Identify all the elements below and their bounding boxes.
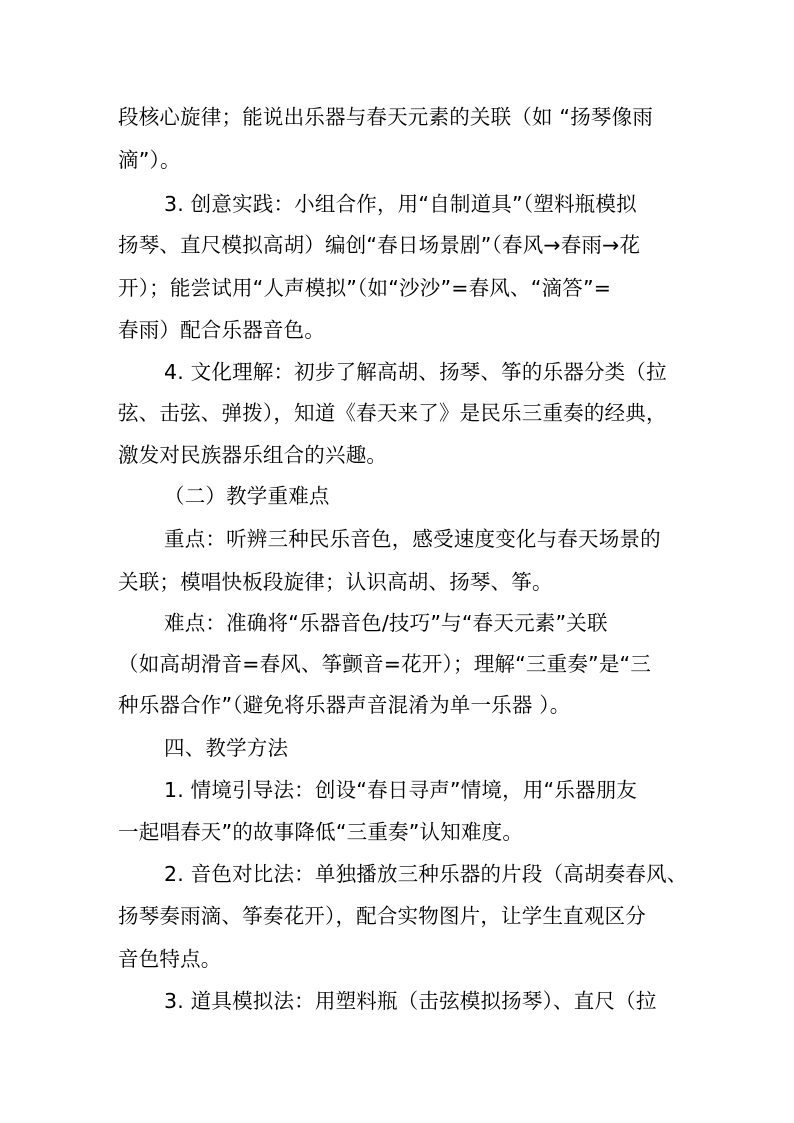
text-line: 3. 道具模拟法：用塑料瓶（击弦模拟扬琴）、直尺（拉 (164, 989, 657, 1013)
text-line: 种乐器合作”（避免将乐器声音混淆为单一乐器 ）。 (118, 693, 571, 717)
text-line: 重点：听辨三种民乐音色，感受速度变化与春天场景的 (164, 527, 661, 551)
text-line: 弦、击弦、弹拨），知道《春天来了》是民乐三重奏的经典， (118, 401, 667, 425)
text-line: 激发对民族器乐组合的兴趣。 (118, 443, 388, 467)
section-heading: （二）教学重难点 (164, 484, 330, 508)
text-line: 段核心旋律；能说出乐器与春天元素的关联（如 “扬琴像雨 (118, 105, 654, 129)
text-line: 1. 情境引导法：创设“春日寻声”情境，用“乐器朋友 (164, 778, 638, 802)
text-line: 开）；能尝试用“人声模拟”（如“沙沙”=春风、“滴答”= (118, 276, 612, 300)
text-line: 扬琴、直尺模拟高胡）编创“春日场景剧”（春风→春雨→花 (118, 233, 641, 257)
text-line: （如高胡滑音=春风、筝颤音=花开）；理解“三重奏”是“三 (118, 652, 652, 676)
text-line: 关联；模唱快板段旋律；认识高胡、扬琴、筝。 (118, 570, 553, 594)
text-line: 春雨）配合乐器音色。 (118, 318, 325, 342)
section-heading: 四、教学方法 (164, 736, 289, 760)
text-line: 难点：准确将“乐器音色/技巧”与“春天元素”关联 (164, 611, 608, 635)
text-line: 扬琴奏雨滴、筝奏花开），配合实物图片，让学生直观区分 (118, 904, 646, 928)
text-line: 3. 创意实践：小组合作，用“自制道具”（塑料瓶模拟 (164, 192, 637, 216)
text-line: 2. 音色对比法：单独播放三种乐器的片段（高胡奏春风、 (164, 862, 688, 886)
text-line: 4. 文化理解：初步了解高胡、扬琴、筝的乐器分类（拉 (164, 360, 667, 384)
text-line: 滴”）。 (118, 148, 181, 172)
text-line: 一起唱春天”的故事降低“三重奏”认知难度。 (118, 820, 524, 844)
text-line: 音色特点。 (118, 947, 222, 971)
